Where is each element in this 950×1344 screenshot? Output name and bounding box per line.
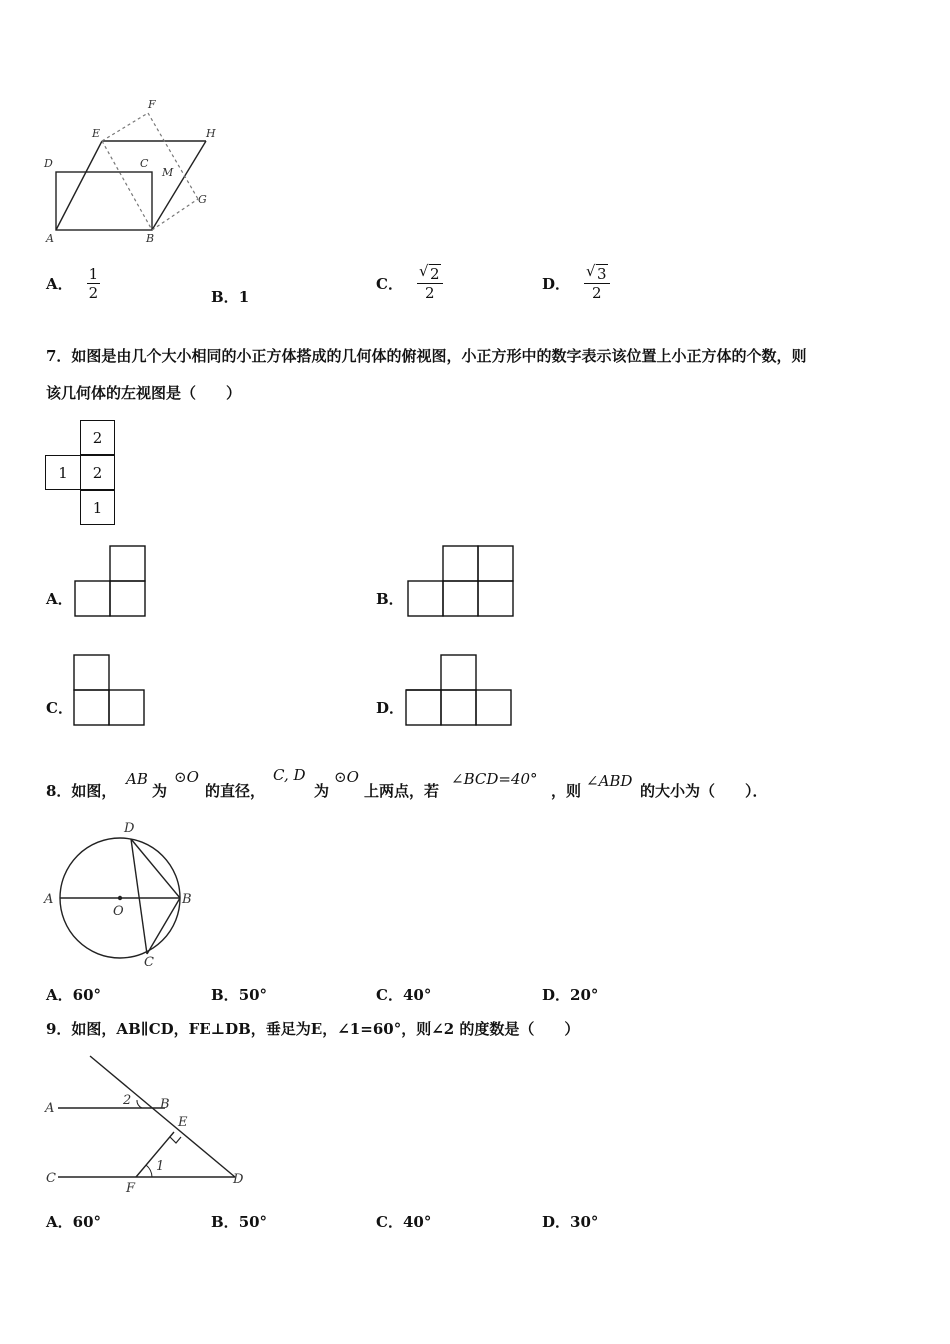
q7-option-b-label[interactable]: B． bbox=[376, 590, 404, 608]
q8-option-b[interactable]: B．50° bbox=[211, 986, 268, 1004]
q6-option-b[interactable]: B．1 bbox=[211, 288, 250, 306]
q9-label-e: E bbox=[178, 1115, 188, 1130]
q8-question: 8．如图， AB 为 ⊙O 的直径， C, D 为 ⊙O 上两点，若 ∠BCD=40° ，则 ∠ABD 的大小为（ ）． bbox=[46, 766, 768, 800]
q6-label-d: D bbox=[44, 157, 53, 170]
q9-label-d: D bbox=[233, 1172, 244, 1187]
q8-ab: AB bbox=[126, 770, 148, 788]
q6-label-c: C bbox=[140, 157, 149, 170]
q8-option-d[interactable]: D．20° bbox=[542, 986, 599, 1004]
q9-option-a[interactable]: A．60° bbox=[46, 1213, 102, 1231]
q8-option-c[interactable]: C．40° bbox=[376, 986, 432, 1004]
q8-angle-bcd: ∠BCD=40° bbox=[451, 770, 538, 788]
q7-top-view-grid bbox=[45, 420, 117, 526]
q7-grid-cell-middle: 2 bbox=[80, 455, 115, 490]
q7-question-line1: 7．如图是由几个大小相同的小正方体搭成的几何体的俯视图，小正方形中的数字表示该位置上小正方体的个数，则 bbox=[46, 347, 807, 365]
q8-option-a[interactable]: A．60° bbox=[46, 986, 102, 1004]
q6-label-m: M bbox=[162, 166, 174, 179]
q6-label-f: F bbox=[148, 98, 156, 111]
q6-option-d[interactable]: D． √ 3 2 bbox=[542, 265, 610, 302]
q6-label-h: H bbox=[206, 127, 216, 140]
q6-option-c-fraction: √ 2 2 bbox=[417, 265, 443, 302]
q9-option-b[interactable]: B．50° bbox=[211, 1213, 268, 1231]
q8-cd: C, D bbox=[273, 766, 306, 784]
q9-label-b: B bbox=[160, 1097, 170, 1112]
q7-option-c-figure[interactable] bbox=[73, 654, 147, 729]
q6-option-c[interactable]: C． √ 2 2 bbox=[376, 265, 443, 302]
q8-circle-o-2: ⊙O bbox=[334, 768, 359, 786]
q7-grid-cell-bottom: 1 bbox=[80, 490, 115, 525]
q7-option-d-label[interactable]: D． bbox=[376, 699, 405, 717]
q7-question-line2: 该几何体的左视图是（ ） bbox=[46, 384, 242, 402]
q6-label-e: E bbox=[92, 127, 101, 140]
q8-label-o: O bbox=[113, 904, 124, 919]
q6-label-a: A bbox=[46, 232, 54, 245]
q9-option-c[interactable]: C．40° bbox=[376, 1213, 432, 1231]
q7-option-b-figure[interactable] bbox=[407, 545, 517, 620]
q7-option-d-figure[interactable] bbox=[405, 654, 515, 729]
q6-option-a[interactable]: A． $\frac{1}{2}$ bbox=[46, 265, 99, 302]
q6-option-d-fraction: √ 3 2 bbox=[584, 265, 610, 302]
q8-label-d: D bbox=[124, 821, 135, 836]
q6-geometry-figure bbox=[40, 95, 230, 250]
q9-angle-2: 2 bbox=[123, 1093, 132, 1108]
q7-option-a-figure[interactable] bbox=[74, 545, 148, 620]
q9-label-c: C bbox=[46, 1171, 56, 1186]
q8-label-c: C bbox=[144, 955, 154, 970]
q6-option-a-fraction: $\frac{1}{2}$ bbox=[88, 265, 99, 302]
q9-parallel-lines-figure bbox=[40, 1050, 260, 1198]
q7-option-c-label[interactable]: C． bbox=[46, 699, 73, 717]
q7-grid-cell-top: 2 bbox=[80, 420, 115, 455]
q6-label-b: B bbox=[146, 232, 155, 245]
q9-angle-1: 1 bbox=[156, 1159, 165, 1174]
q8-angle-abd: ∠ABD bbox=[586, 772, 633, 790]
q8-circle-figure bbox=[40, 818, 200, 970]
q6-label-g: G bbox=[198, 193, 207, 206]
q7-option-a-label[interactable]: A． bbox=[46, 590, 73, 608]
q7-grid-cell-left: 1 bbox=[45, 455, 81, 490]
q9-label-f: F bbox=[126, 1181, 136, 1196]
q9-option-d[interactable]: D．30° bbox=[542, 1213, 599, 1231]
q8-circle-o: ⊙O bbox=[174, 768, 199, 786]
q9-label-a: A bbox=[45, 1101, 55, 1116]
q9-question: 9．如图，AB∥CD，FE⊥DB，垂足为E，∠1=60°，则∠2 的度数是（ ） bbox=[46, 1020, 580, 1038]
q8-label-b: B bbox=[182, 892, 192, 907]
q8-label-a: A bbox=[44, 892, 54, 907]
